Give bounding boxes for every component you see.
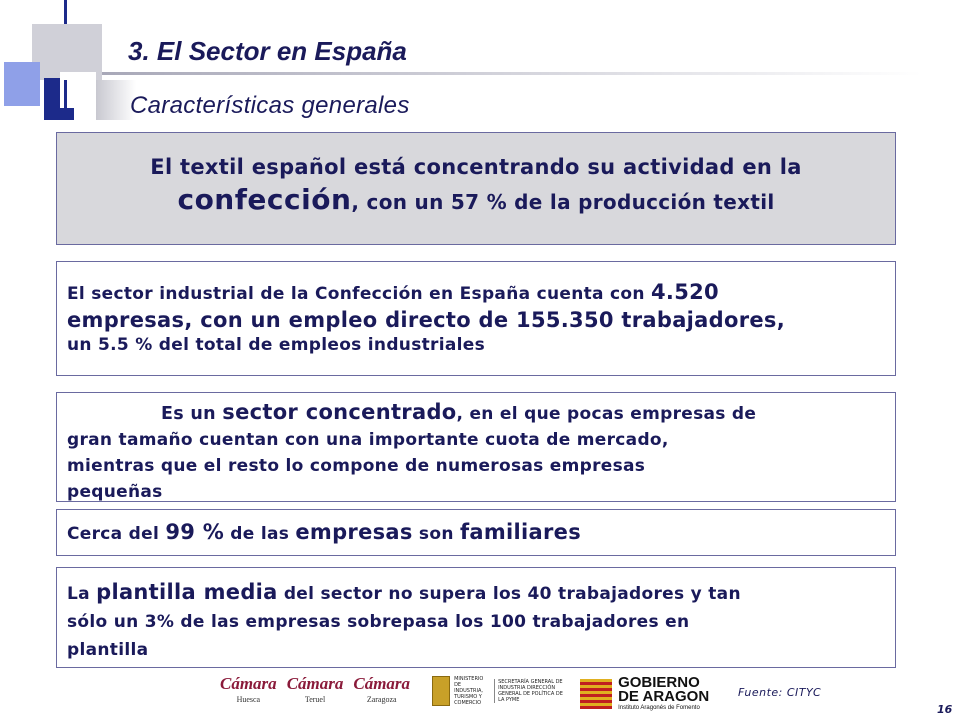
concentration-line-4: pequeñas (67, 482, 163, 502)
camara-city: Teruel (304, 695, 326, 704)
slide-title: 3. El Sector en España (128, 36, 407, 66)
concentration-text-a: Es un (161, 404, 223, 424)
gobierno-aragon-logo (580, 676, 709, 712)
family-text-e: son (412, 524, 460, 544)
decor-vertical-line-top (64, 0, 67, 24)
employment-box (56, 261, 896, 376)
workforce-text-a: La (67, 584, 97, 604)
workforce-line-3: plantilla (67, 640, 149, 660)
highlight-line-2-rest: , con un 57 % de la producción textil (351, 190, 775, 214)
ministerio-logo (432, 676, 564, 706)
family-text-d: empresas (295, 520, 413, 544)
concentration-line-1 (67, 399, 885, 427)
camara-city: Zaragoza (366, 695, 397, 704)
camara-zaragoza-logo (353, 676, 410, 708)
family-text-f: familiares (459, 520, 582, 544)
employment-line-2: empresas, con un empleo directo de 155.350 trabajadores, (67, 308, 785, 332)
family-text-c: de las (224, 524, 296, 544)
highlight-emphasis: confección (177, 183, 352, 216)
aragon-flag-icon (580, 679, 612, 709)
secretaria-text: SECRETARÍA GENERAL DE INDUSTRIA DIRECCIÓN GENERAL DE POLÍTICA DE LA PYME (494, 679, 564, 703)
page-number: 16 (937, 703, 953, 716)
gobierno-line-2: DE ARAGON (618, 688, 710, 705)
header-divider (102, 72, 922, 75)
workforce-box (56, 567, 896, 668)
family-business-line (67, 520, 885, 544)
concentration-box (56, 392, 896, 502)
sponsor-logos (220, 676, 709, 716)
camara-city: Huesca (236, 695, 261, 704)
slide-subtitle: Características generales (130, 92, 410, 119)
gobierno-text (618, 676, 709, 712)
family-text-a: Cerca del (67, 524, 166, 544)
workforce-line-1 (67, 578, 885, 608)
companies-count: 4.520 (651, 280, 719, 304)
concentration-text-c: , en el que pocas empresas de (456, 404, 757, 424)
highlight-line-2 (57, 183, 895, 216)
gobierno-line-1: GOBIERNO (618, 674, 700, 691)
concentration-emphasis: sector concentrado (222, 400, 457, 424)
camara-name: Cámara (353, 674, 411, 693)
concentration-line-3: mientras que el resto lo compone de numerosas empresas (67, 456, 646, 476)
decor-vertical-line-bottom (64, 80, 67, 120)
ministerio-text: MINISTERIO DE INDUSTRIA, TURISMO Y COMERCIO (454, 676, 484, 706)
workforce-emphasis: plantilla media (96, 580, 278, 604)
coat-of-arms-icon (432, 676, 450, 706)
instituto-text: Instituto Aragonés de Fomento (618, 705, 700, 711)
highlight-box (56, 132, 896, 245)
employment-text-a: El sector industrial de la Confección en España cuenta con (67, 284, 651, 304)
camara-teruel-logo (287, 676, 344, 708)
family-percentage: 99 % (165, 520, 225, 544)
camara-huesca-logo (220, 676, 277, 708)
concentration-line-2: gran tamaño cuentan con una importante cuota de mercado, (67, 430, 669, 450)
camara-name: Cámara (286, 674, 344, 693)
source-note: Fuente: CITYC (738, 686, 822, 699)
decor-square-lightblue (4, 62, 40, 106)
workforce-line-2: sólo un 3% de las empresas sobrepasa los 100 trabajadores en (67, 612, 690, 632)
employment-line-3: un 5.5 % del total de empleos industriales (67, 335, 486, 355)
workforce-text-c: del sector no supera los 40 trabajadores y tan (277, 584, 741, 604)
camara-name: Cámara (220, 674, 277, 693)
employment-line-1 (67, 280, 885, 306)
family-business-box (56, 509, 896, 556)
highlight-line-1: El textil español está concentrando su actividad en la (150, 155, 802, 179)
